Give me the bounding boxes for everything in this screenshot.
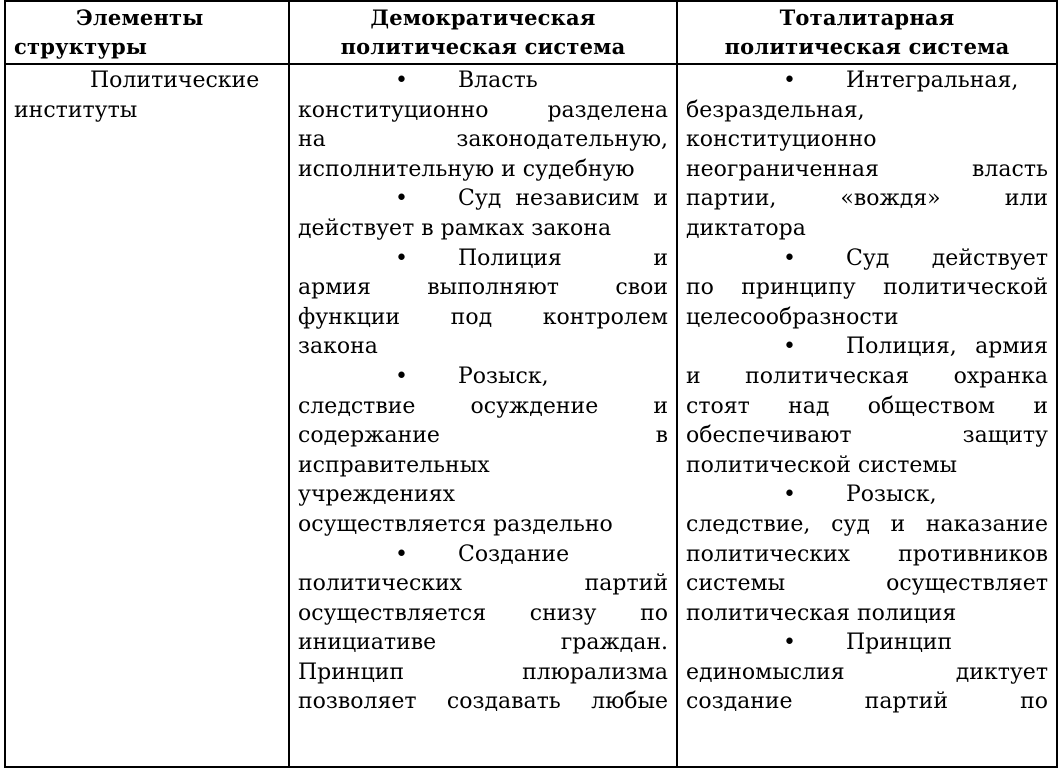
- cell-text: инициативе граждан.: [298, 630, 668, 656]
- bullet-first-line: [686, 66, 1048, 96]
- cell-text: осуществляется снизу по: [298, 600, 668, 626]
- cell-text: следствие осуждение и: [298, 393, 668, 419]
- header-elements: [5, 1, 289, 64]
- cell-totalitarian: [677, 64, 1057, 767]
- cell-text: осуществляется раздельно: [298, 511, 613, 537]
- list-item: [686, 244, 1048, 333]
- list-item: [298, 362, 668, 540]
- cell-text: учреждениях: [298, 482, 456, 508]
- cell-text: обеспечивают защиту: [686, 423, 1048, 449]
- header-text: политическая система: [724, 34, 1010, 59]
- bullet-icon: •: [783, 334, 796, 360]
- bullet-icon: •: [783, 68, 796, 93]
- table-row: [5, 64, 1057, 767]
- bullet-text: Розыск,: [846, 482, 937, 508]
- cell-text: закона: [298, 334, 378, 360]
- cell-element: [5, 64, 289, 767]
- cell-text: диктатора: [686, 215, 806, 241]
- bullet-first-line: [686, 332, 1048, 362]
- bullet-icon: •: [395, 541, 408, 567]
- cell-text: конституционно разделена: [298, 97, 668, 123]
- list-item: [686, 628, 1048, 717]
- header-text: политическая система: [340, 34, 626, 59]
- header-text: Тоталитарная: [779, 5, 955, 30]
- cell-text: конституционно: [686, 127, 877, 153]
- header-text: Демократическая: [370, 5, 596, 30]
- list-item: [298, 66, 668, 184]
- cell-text: Принцип плюрализма: [298, 659, 668, 685]
- cell-text: следствие, суд и наказание: [686, 511, 1048, 537]
- comparison-table: [4, 0, 1058, 768]
- bullet-text: Розыск,: [458, 363, 549, 389]
- cell-text: армия выполняют свои: [298, 275, 668, 301]
- bullet-text: Полиция и: [458, 245, 668, 271]
- cell-text: по принципу политической: [686, 275, 1048, 301]
- cell-text: и политическая охранка: [686, 363, 1048, 389]
- list-item: [298, 184, 668, 243]
- bullet-icon: •: [395, 245, 408, 271]
- list-item: [686, 332, 1048, 480]
- bullet-first-line: [686, 244, 1048, 274]
- cell-text: институты: [14, 97, 138, 123]
- list-item: [298, 540, 668, 718]
- cell-text: действует в рамках закона: [298, 215, 612, 241]
- cell-text: содержание в: [298, 423, 668, 449]
- bullet-text: Полиция, армия: [846, 334, 1048, 360]
- bullet-text: Суд независим и: [458, 186, 668, 212]
- cell-text: безраздельная,: [686, 97, 865, 123]
- cell-text: целесообразности: [686, 304, 899, 330]
- bullet-text: Принцип: [846, 630, 953, 656]
- bullet-icon: •: [783, 482, 796, 508]
- bullet-text: Власть: [458, 68, 538, 93]
- bullet-first-line: [298, 244, 668, 274]
- cell-text: партии, «вождя» или: [686, 186, 1048, 212]
- header-democratic: [289, 1, 677, 64]
- cell-democratic: [289, 64, 677, 767]
- cell-text: политическая полиция: [686, 600, 957, 626]
- cell-text: политических партий: [298, 571, 668, 597]
- cell-text: системы осуществляет: [686, 571, 1048, 597]
- cell-text: политической системы: [686, 452, 958, 478]
- bullet-icon: •: [395, 186, 408, 212]
- list-item: [686, 66, 1048, 244]
- header-text: структуры: [14, 34, 148, 59]
- cell-text: исполнительную и судебную: [298, 156, 635, 182]
- bullet-first-line: [298, 184, 668, 214]
- cell-text: единомыслия диктует: [686, 659, 1048, 685]
- cell-text: функции под контролем: [298, 304, 668, 330]
- bullet-text: Создание: [458, 541, 570, 567]
- cell-text: создание партий по: [686, 689, 1048, 715]
- bullet-icon: •: [783, 245, 796, 271]
- header-text: Элементы: [76, 5, 204, 30]
- header-row: [5, 1, 1057, 64]
- header-totalitarian: [677, 1, 1057, 64]
- bullet-icon: •: [783, 630, 796, 656]
- cell-text: позволяет создавать любые: [298, 689, 668, 715]
- bullet-first-line: [298, 66, 668, 96]
- cell-text: исправительных: [298, 452, 490, 478]
- bullet-first-line: [298, 362, 668, 392]
- list-item: [686, 480, 1048, 628]
- bullet-first-line: [686, 480, 1048, 510]
- bullet-first-line: [686, 628, 1048, 658]
- cell-text: неограниченная власть: [686, 156, 1048, 182]
- cell-text: стоят над обществом и: [686, 393, 1048, 419]
- bullet-first-line: [298, 540, 668, 570]
- cell-text: политических противников: [686, 541, 1048, 567]
- bullet-icon: •: [395, 68, 408, 93]
- bullet-icon: •: [395, 363, 408, 389]
- cell-text: Политические: [90, 68, 260, 93]
- bullet-text: Интегральная,: [846, 68, 1019, 93]
- bullet-text: Суд действует: [846, 245, 1048, 271]
- list-item: [298, 244, 668, 362]
- cell-text: на законодательную,: [298, 127, 668, 153]
